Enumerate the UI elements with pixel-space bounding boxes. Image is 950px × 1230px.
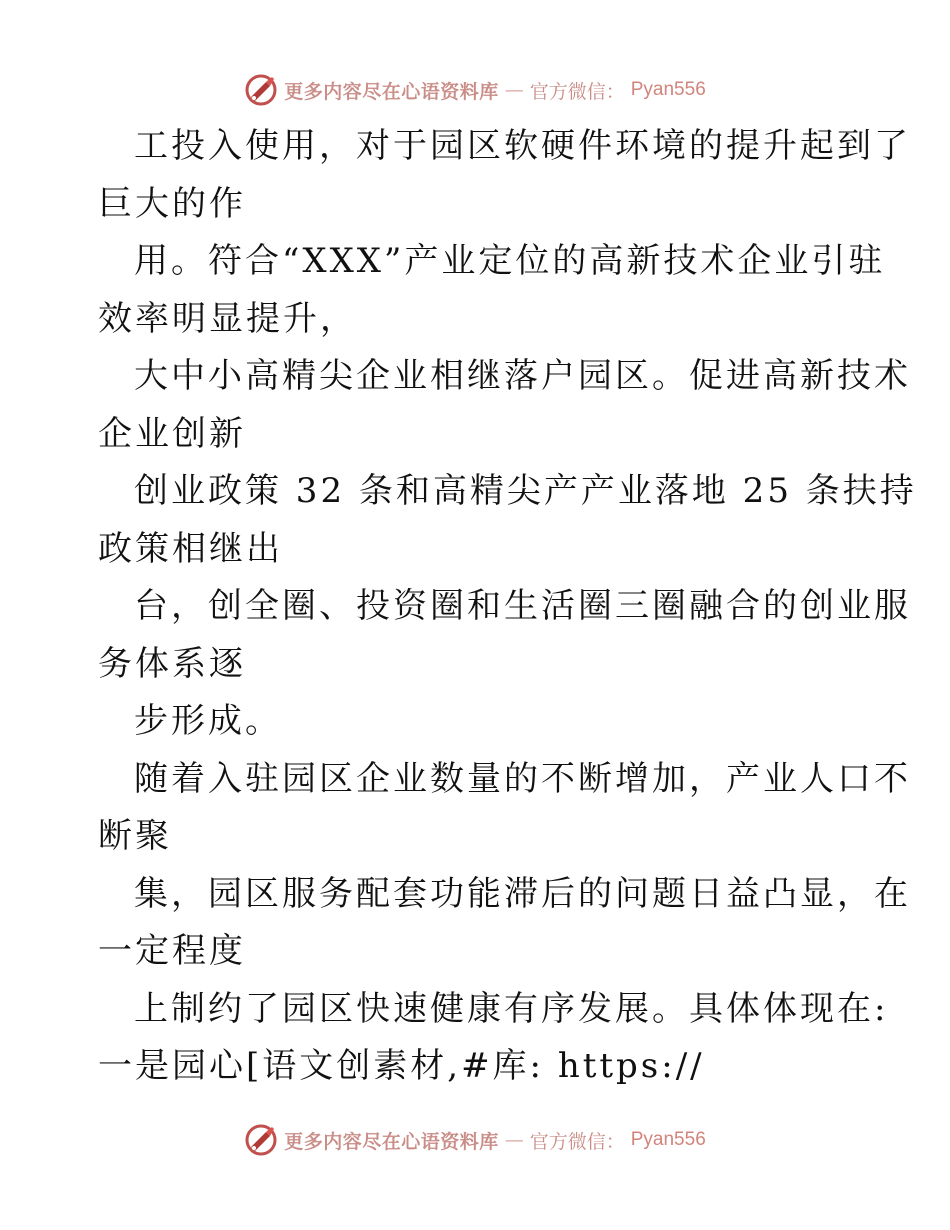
banner-separator: — <box>504 79 524 101</box>
banner-wechat-id: Pyan556 <box>630 79 706 100</box>
banner-wechat-label: 官方微信： <box>529 1130 625 1153</box>
text-line: 断聚 <box>98 816 172 856</box>
text-line: 台，创全圈、投资圈和生活圈三圈融合的创业服 <box>134 586 911 626</box>
text-line: 随着入驻园区企业数量的不断增加，产业人口不 <box>134 758 911 799</box>
text-line: 创业政策 32 条和高精尖产产业落地 25 条扶持 <box>134 471 917 511</box>
text-line: 一定程度 <box>98 931 246 971</box>
text-line: 政策相继出 <box>98 528 283 569</box>
text-line: 企业创新 <box>98 413 246 454</box>
header-banner <box>0 70 950 110</box>
text-line: 效率明显提升， <box>98 298 357 339</box>
footer-banner <box>0 1120 950 1160</box>
text-line: 工投入使用，对于园区软硬件环境的提升起到了 <box>134 126 911 166</box>
text-line: 一是园心[语文创素材,#库: https:// <box>98 1046 705 1086</box>
text-line: 集，园区服务配套功能滞后的问题日益凸显，在 <box>134 873 911 914</box>
text-line: 务体系逐 <box>98 643 246 684</box>
text-line: 大中小高精尖企业相继落户园区。促进高新技术 <box>134 356 911 396</box>
pen-logo-icon <box>244 1123 278 1157</box>
text-line: 用。符合“XXX”产业定位的高新技术企业引驻 <box>134 241 886 281</box>
text-line: 步形成。 <box>134 701 282 741</box>
document-body <box>98 118 917 1096</box>
banner-separator: — <box>504 1129 524 1151</box>
banner-wechat-id: Pyan556 <box>630 1129 706 1150</box>
banner-wechat-label: 官方微信： <box>529 80 625 103</box>
banner-title: 更多内容尽在心语资料库 <box>284 1130 499 1153</box>
text-line: 巨大的作 <box>98 183 246 224</box>
text-line: 上制约了园区快速健康有序发展。具体体现在: <box>134 988 889 1029</box>
banner-title: 更多内容尽在心语资料库 <box>284 80 499 103</box>
pen-logo-icon <box>244 73 278 107</box>
